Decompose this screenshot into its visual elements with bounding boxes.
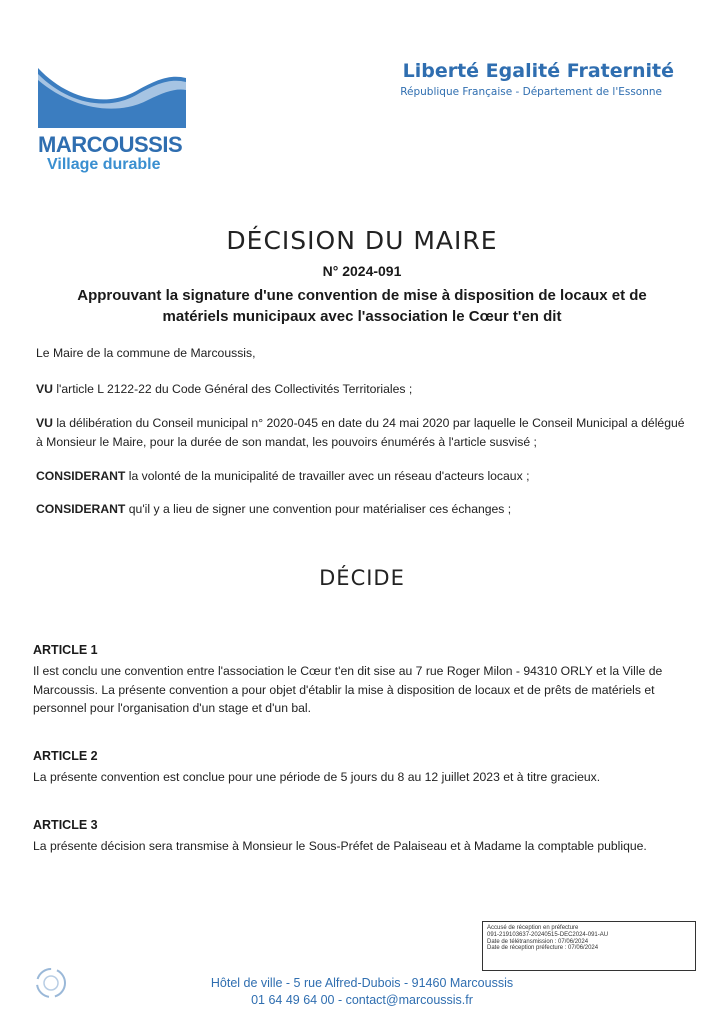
considerant-lead: CONSIDERANT xyxy=(36,502,126,516)
logo-tagline: Village durable xyxy=(47,156,161,173)
marcoussis-logo xyxy=(38,60,188,174)
stamp-line: Accusé de réception en préfecture xyxy=(487,925,579,931)
republic-motto xyxy=(400,60,674,98)
document-title: DÉCISION DU MAIRE xyxy=(226,226,498,255)
vu-lead: VU xyxy=(36,416,53,430)
preamble-intro: Le Maire de la commune de Marcoussis, xyxy=(36,346,256,360)
footer xyxy=(0,975,724,1009)
article-3-body: La présente décision sera transmise à Monsieur le Sous-Préfet de Palaiseau et à Madame la comptable publique. xyxy=(33,839,647,853)
decision-subject xyxy=(40,285,684,327)
decide-heading: DÉCIDE xyxy=(319,566,405,590)
prefecture-receipt-stamp xyxy=(482,921,696,971)
motto-main: Liberté Egalité Fraternité xyxy=(402,60,674,82)
preamble-considerant-2 xyxy=(36,500,686,519)
article-1-title: ARTICLE 1 xyxy=(33,643,98,657)
vu-lead: VU xyxy=(36,382,53,396)
footer-address: Hôtel de ville - 5 rue Alfred-Dubois - 91460 Marcoussis xyxy=(210,976,514,990)
preamble-vu-1 xyxy=(36,380,686,399)
logo-wave-icon xyxy=(38,60,186,128)
considerant-text: la volonté de la municipalité de travailler avec un réseau d'acteurs locaux ; xyxy=(125,469,530,483)
article-3-title: ARTICLE 3 xyxy=(33,818,98,832)
article-2-body: La présente convention est conclue pour une période de 5 jours du 8 au 12 juillet 2023 et à titre gracieux. xyxy=(33,770,601,784)
vu-text: la délibération du Conseil municipal n° 2020-045 en date du 24 mai 2020 par laquelle le Conseil Municipal a délégué à Monsieur le Maire, pour la durée de son mandat, les pouvoirs énumérés à l'article susvisé ; xyxy=(36,416,685,449)
article-2-title: ARTICLE 2 xyxy=(33,749,98,763)
considerant-lead: CONSIDERANT xyxy=(36,469,126,483)
decision-number: N° 2024-091 xyxy=(322,263,402,279)
preamble-considerant-1 xyxy=(36,467,686,486)
article-1-body: Il est conclu une convention entre l'association le Cœur t'en dit sise au 7 rue Roger Milon - 94310 ORLY et la Ville de Marcoussis. La présente convention a pour objet d'établir la mise à disposition de locaux et de prêts de matériels et personnel pour l'organisation d'un stage et d'un bal. xyxy=(33,664,663,715)
footer-contact: 01 64 49 64 00 - contact@marcoussis.fr xyxy=(251,993,473,1007)
logo-name: MARCOUSSIS xyxy=(38,132,183,157)
stamp-line: Date de réception préfecture : 07/06/2024 xyxy=(487,945,599,952)
motto-sub: République Française - Département de l'Essonne xyxy=(400,86,662,98)
subject-line-2: matériels municipaux avec l'association le Cœur t'en dit xyxy=(162,308,562,325)
subject-line-1: Approuvant la signature d'une convention de mise à disposition de locaux et de xyxy=(77,287,647,304)
stamp-line: Date de télétransmission : 07/06/2024 xyxy=(487,938,589,945)
stamp-line: 091-219103637-20240515-DEC2024-091-AU xyxy=(487,931,609,938)
vu-text: l'article L 2122-22 du Code Général des Collectivités Territoriales ; xyxy=(52,382,413,396)
preamble-vu-2 xyxy=(36,414,686,452)
considerant-text: qu'il y a lieu de signer une convention pour matérialiser ces échanges ; xyxy=(125,502,512,516)
